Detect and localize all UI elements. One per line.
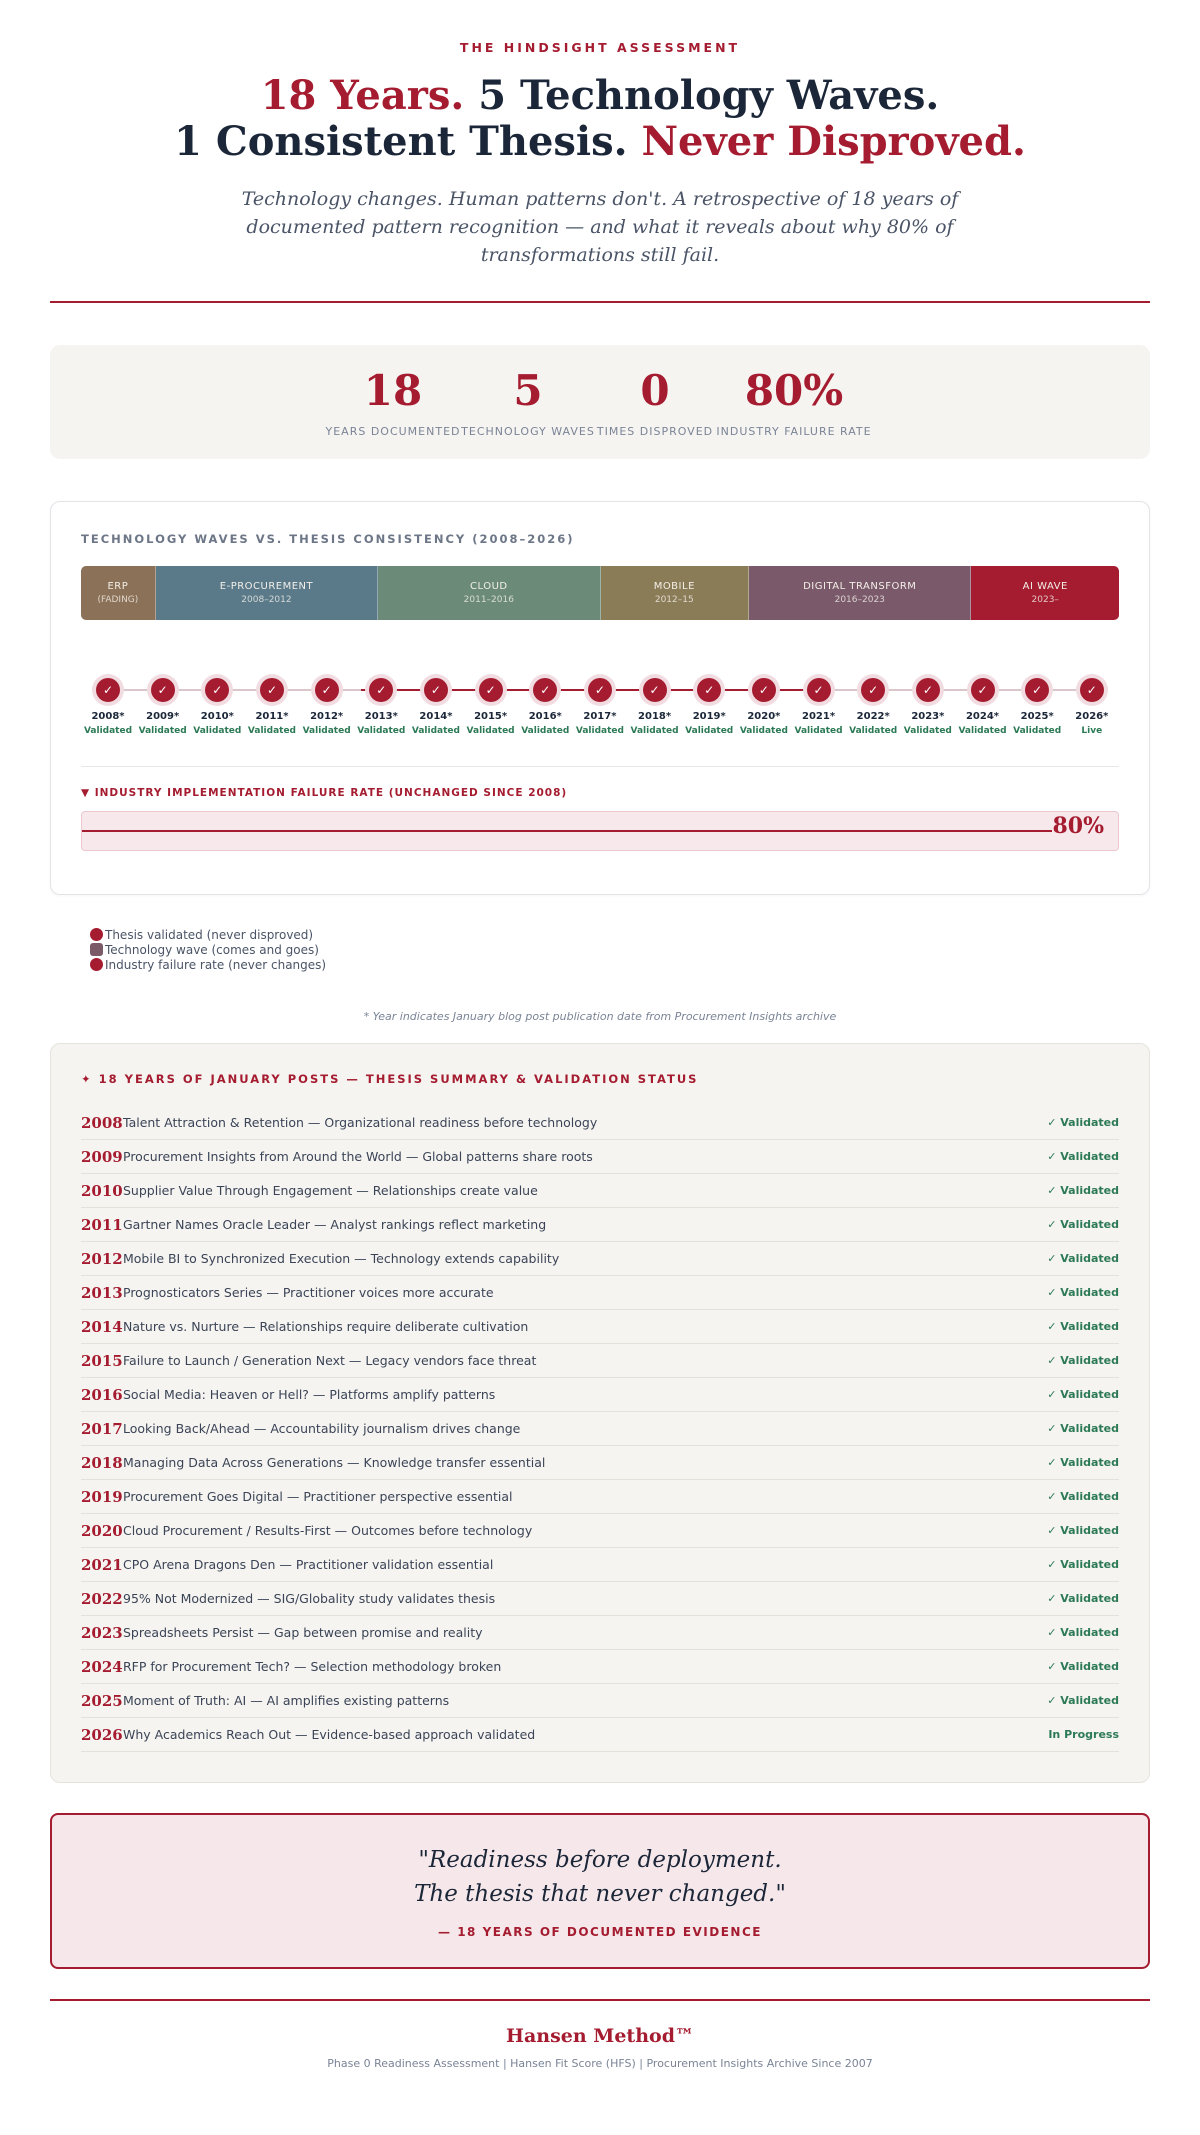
footer-divider (50, 1999, 1150, 2001)
quote-box (50, 1813, 1150, 1969)
eyebrow: THE HINDSIGHT ASSESSMENT (459, 40, 741, 55)
wave-dates: 2011–2016 (463, 595, 514, 605)
stat-label: TECHNOLOGY WAVES (461, 425, 595, 438)
timeline-year: 2015* (474, 711, 508, 722)
post-year: 2017 (81, 1419, 123, 1438)
timeline-point (901, 670, 955, 736)
wave-dates: 2012–15 (654, 595, 694, 605)
stat-label: TIMES DISPROVED (596, 425, 714, 438)
wave-segment (378, 566, 600, 620)
post-summary: 95% Not Modernized — SIG/Globality study validates thesis (123, 1591, 496, 1606)
timeline-year: 2026* (1075, 711, 1109, 722)
stat-failure-rate (714, 367, 874, 438)
check-icon: ✓ (916, 678, 940, 702)
footer-brand: Hansen Method™ (506, 2025, 694, 2047)
legend-label: Thesis validated (never disproved) (105, 927, 314, 942)
timeline-year: 2014* (419, 711, 453, 722)
check-icon: ✓ (205, 678, 229, 702)
timeline-status: Validated (903, 726, 952, 736)
legend-item (90, 927, 1150, 942)
wave-segment (601, 566, 750, 620)
timeline-year: 2023* (911, 711, 945, 722)
timeline-status: Validated (575, 726, 624, 736)
headline (50, 73, 1150, 165)
timeline-points (81, 670, 1119, 736)
posts-list (81, 1106, 1119, 1752)
timeline-point (1010, 670, 1064, 736)
post-row (81, 1480, 1119, 1514)
timeline-point (518, 670, 572, 736)
stat-label: YEARS DOCUMENTED (325, 425, 461, 438)
timeline-status: Validated (849, 726, 898, 736)
post-status-badge: ✓ Validated (1047, 1558, 1119, 1571)
timeline-point (1065, 670, 1119, 736)
legend-item (90, 942, 1150, 957)
wave-dates: 2023– (1031, 595, 1059, 605)
timeline-status: Validated (83, 726, 133, 736)
stat-value: 80% (744, 366, 844, 415)
legend-label: Technology wave (comes and goes) (105, 942, 319, 957)
timeline-year: 2018* (638, 711, 672, 722)
post-status-badge: ✓ Validated (1047, 1592, 1119, 1605)
post-status-badge: ✓ Validated (1047, 1218, 1119, 1231)
timeline-year: 2011* (255, 711, 289, 722)
timeline-year: 2017* (583, 711, 617, 722)
stat-value: 5 (513, 366, 543, 415)
timeline-year: 2025* (1020, 711, 1054, 722)
post-row (81, 1174, 1119, 1208)
page (0, 40, 1200, 2070)
post-status-badge: ✓ Validated (1047, 1490, 1119, 1503)
post-year: 2008 (81, 1113, 123, 1132)
post-status-badge: ✓ Validated (1047, 1320, 1119, 1333)
post-row (81, 1242, 1119, 1276)
check-icon: ✓ (697, 678, 721, 702)
post-year: 2012 (81, 1249, 123, 1268)
post-summary: Nature vs. Nurture — Relationships require deliberate cultivation (123, 1319, 529, 1334)
stat-disproved (596, 367, 714, 438)
post-summary: Spreadsheets Persist — Gap between promise and reality (123, 1625, 483, 1640)
post-row (81, 1616, 1119, 1650)
wave-name: MOBILE (653, 581, 695, 592)
wave-name: ERP (107, 581, 129, 592)
timeline-year: 2020* (747, 711, 781, 722)
check-icon: ✓ (807, 678, 831, 702)
header-divider (50, 301, 1150, 303)
post-row (81, 1514, 1119, 1548)
check-icon: ✓ (533, 678, 557, 702)
timeline-status: Validated (411, 726, 460, 736)
timeline-status: Live (1081, 726, 1103, 736)
timeline-year: 2010* (200, 711, 234, 722)
timeline-year: 2013* (364, 711, 398, 722)
post-year: 2016 (81, 1385, 123, 1404)
post-year: 2021 (81, 1555, 123, 1574)
circle-swatch-icon (90, 958, 103, 971)
timeline-point (300, 670, 354, 736)
post-year: 2013 (81, 1283, 123, 1302)
failure-rate-line (82, 830, 1052, 832)
post-summary: Prognosticators Series — Practitioner voices more accurate (123, 1285, 494, 1300)
post-row (81, 1684, 1119, 1718)
timeline-status: Validated (302, 726, 351, 736)
wave-dates: 2016–2023 (834, 595, 885, 605)
post-summary: Gartner Names Oracle Leader — Analyst rankings reflect marketing (123, 1217, 547, 1232)
posts-title: ✦ 18 YEARS OF JANUARY POSTS — THESIS SUMMARY & VALIDATION STATUS (81, 1072, 699, 1086)
wave-name: AI WAVE (1022, 581, 1068, 592)
post-year: 2009 (81, 1147, 123, 1166)
post-status-badge: In Progress (1048, 1728, 1119, 1741)
legend-label: Industry failure rate (never changes) (105, 957, 327, 972)
post-summary: Social Media: Heaven or Hell? — Platforms amplify patterns (123, 1387, 496, 1402)
timeline-status: Validated (247, 726, 297, 736)
post-year: 2018 (81, 1453, 123, 1472)
wave-segment (971, 566, 1119, 620)
post-summary: Why Academics Reach Out — Evidence-based approach validated (123, 1727, 536, 1742)
technology-waves-bar (81, 566, 1119, 620)
timeline-point (792, 670, 846, 736)
check-icon: ✓ (752, 678, 776, 702)
post-row (81, 1276, 1119, 1310)
chart-title: TECHNOLOGY WAVES VS. THESIS CONSISTENCY (2008–2026) (81, 532, 575, 546)
wave-segment (81, 566, 156, 620)
post-year: 2026 (81, 1725, 123, 1744)
post-summary: Cloud Procurement / Results-First — Outcomes before technology (123, 1523, 533, 1538)
check-icon: ✓ (1080, 678, 1104, 702)
post-summary: Supplier Value Through Engagement — Relationships create value (123, 1183, 538, 1198)
post-year: 2010 (81, 1181, 123, 1200)
stat-waves (460, 367, 596, 438)
post-status-badge: ✓ Validated (1047, 1354, 1119, 1367)
post-status-badge: ✓ Validated (1047, 1184, 1119, 1197)
post-status-badge: ✓ Validated (1047, 1524, 1119, 1537)
footer-subline: Phase 0 Readiness Assessment | Hansen Fit Score (HFS) | Procurement Insights Archive Since 2007 (327, 2057, 873, 2070)
post-year: 2015 (81, 1351, 123, 1370)
waves-chart-card (50, 501, 1150, 895)
check-icon: ✓ (424, 678, 448, 702)
timeline-point (409, 670, 463, 736)
post-summary: Moment of Truth: AI — AI amplifies existing patterns (123, 1693, 450, 1708)
chart-divider (81, 766, 1119, 767)
stats-panel (50, 345, 1150, 459)
post-summary: Looking Back/Ahead — Accountability journalism drives change (123, 1421, 521, 1436)
post-row (81, 1548, 1119, 1582)
post-row (81, 1378, 1119, 1412)
check-icon: ✓ (479, 678, 503, 702)
post-row (81, 1344, 1119, 1378)
timeline-status: Validated (958, 726, 1007, 736)
timeline-point (628, 670, 682, 736)
post-status-badge: ✓ Validated (1047, 1286, 1119, 1299)
post-summary: Procurement Goes Digital — Practitioner perspective essential (123, 1489, 513, 1504)
check-icon: ✓ (643, 678, 667, 702)
timeline-year: 2016* (528, 711, 562, 722)
timeline-year: 2009* (146, 711, 180, 722)
timeline-status: Validated (630, 726, 679, 736)
timeline-point (846, 670, 900, 736)
post-row (81, 1582, 1119, 1616)
post-status-badge: ✓ Validated (1047, 1422, 1119, 1435)
timeline-year: 2008* (91, 711, 125, 722)
post-summary: Managing Data Across Generations — Knowledge transfer essential (123, 1455, 546, 1470)
headline-thesis: 1 Consistent Thesis. (174, 118, 642, 165)
headline-waves: 5 Technology Waves. (464, 72, 940, 119)
legend-item (90, 957, 1150, 972)
post-row (81, 1718, 1119, 1752)
check-icon: ✓ (315, 678, 339, 702)
post-year: 2019 (81, 1487, 123, 1506)
post-row (81, 1412, 1119, 1446)
timeline-status: Validated (521, 726, 570, 736)
subtitle: Technology changes. Human patterns don't. A retrospective of 18 years of documented pattern recognition — and what it reveals about why 80% of transformations still fail. (241, 188, 959, 266)
post-status-badge: ✓ Validated (1047, 1150, 1119, 1163)
timeline-point (464, 670, 518, 736)
post-status-badge: ✓ Validated (1047, 1456, 1119, 1469)
stat-years (326, 367, 460, 438)
post-year: 2020 (81, 1521, 123, 1540)
stat-label: INDUSTRY FAILURE RATE (716, 425, 872, 438)
headline-never-disproved: Never Disproved. (641, 118, 1026, 165)
timeline-status: Validated (1013, 726, 1062, 736)
footnote: * Year indicates January blog post publication date from Procurement Insights archive (363, 1010, 837, 1023)
post-row (81, 1446, 1119, 1480)
post-row (81, 1106, 1119, 1140)
failure-rate-value: 80% (1052, 813, 1104, 839)
check-icon: ✓ (971, 678, 995, 702)
timeline-status: Validated (193, 726, 242, 736)
post-summary: Failure to Launch / Generation Next — Legacy vendors face threat (123, 1353, 537, 1368)
post-year: 2014 (81, 1317, 123, 1336)
post-status-badge: ✓ Validated (1047, 1116, 1119, 1129)
check-icon: ✓ (96, 678, 120, 702)
failure-rate-bar (81, 811, 1119, 851)
check-icon: ✓ (369, 678, 393, 702)
timeline-point (956, 670, 1010, 736)
wave-name: E-PROCUREMENT (219, 581, 314, 592)
post-status-badge: ✓ Validated (1047, 1660, 1119, 1673)
check-icon: ✓ (260, 678, 284, 702)
timeline-year: 2022* (856, 711, 890, 722)
check-icon: ✓ (1025, 678, 1049, 702)
quote-line-1: "Readiness before deployment. (418, 1847, 782, 1873)
timeline-year: 2012* (310, 711, 344, 722)
timeline-point (682, 670, 736, 736)
post-row (81, 1208, 1119, 1242)
wave-segment (156, 566, 378, 620)
timeline-status: Validated (739, 726, 788, 736)
timeline-year: 2019* (692, 711, 726, 722)
post-year: 2011 (81, 1215, 123, 1234)
wave-name: DIGITAL TRANSFORM (803, 581, 917, 592)
failure-rate-title: ▼ INDUSTRY IMPLEMENTATION FAILURE RATE (UNCHANGED SINCE 2008) (81, 787, 568, 799)
legend (90, 927, 1150, 972)
timeline-point (573, 670, 627, 736)
timeline-point (245, 670, 299, 736)
post-row (81, 1140, 1119, 1174)
post-status-badge: ✓ Validated (1047, 1252, 1119, 1265)
stat-value: 18 (363, 366, 423, 415)
quote-line-2: The thesis that never changed." (414, 1881, 786, 1907)
timeline-status: Validated (794, 726, 843, 736)
circle-swatch-icon (90, 928, 103, 941)
stat-value: 0 (640, 366, 670, 415)
post-summary: RFP for Procurement Tech? — Selection methodology broken (123, 1659, 502, 1674)
timeline-point (190, 670, 244, 736)
post-row (81, 1310, 1119, 1344)
post-summary: Talent Attraction & Retention — Organizational readiness before technology (123, 1115, 598, 1130)
timeline-point (136, 670, 190, 736)
post-status-badge: ✓ Validated (1047, 1694, 1119, 1707)
square-swatch-icon (90, 943, 103, 956)
post-summary: CPO Arena Dragons Den — Practitioner validation essential (123, 1557, 494, 1572)
timeline-point (737, 670, 791, 736)
timeline-status: Validated (466, 726, 515, 736)
post-summary: Procurement Insights from Around the World — Global patterns share roots (123, 1149, 593, 1164)
timeline-year: 2024* (965, 711, 1000, 722)
timeline-year: 2021* (802, 711, 836, 722)
post-year: 2023 (81, 1623, 123, 1642)
wave-name: CLOUD (470, 581, 508, 592)
wave-dates: 2008–2012 (241, 595, 292, 605)
check-icon: ✓ (588, 678, 612, 702)
post-year: 2025 (81, 1691, 123, 1710)
quote-attribution: — 18 YEARS OF DOCUMENTED EVIDENCE (438, 1925, 762, 1939)
timeline-status: Validated (685, 726, 734, 736)
post-status-badge: ✓ Validated (1047, 1388, 1119, 1401)
check-icon: ✓ (861, 678, 885, 702)
wave-dates: (FADING) (97, 595, 139, 605)
timeline-status: Validated (357, 726, 406, 736)
thesis-timeline (81, 670, 1119, 736)
headline-years: 18 Years. (260, 72, 465, 119)
posts-summary-card (50, 1043, 1150, 1783)
timeline-status: Validated (138, 726, 187, 736)
post-status-badge: ✓ Validated (1047, 1626, 1119, 1639)
post-year: 2024 (81, 1657, 123, 1676)
quote-text (52, 1843, 1148, 1911)
check-icon: ✓ (151, 678, 175, 702)
post-summary: Mobile BI to Synchronized Execution — Technology extends capability (123, 1251, 560, 1266)
timeline-point (81, 670, 135, 736)
timeline-point (354, 670, 408, 736)
post-year: 2022 (81, 1589, 123, 1608)
wave-segment (749, 566, 971, 620)
post-row (81, 1650, 1119, 1684)
